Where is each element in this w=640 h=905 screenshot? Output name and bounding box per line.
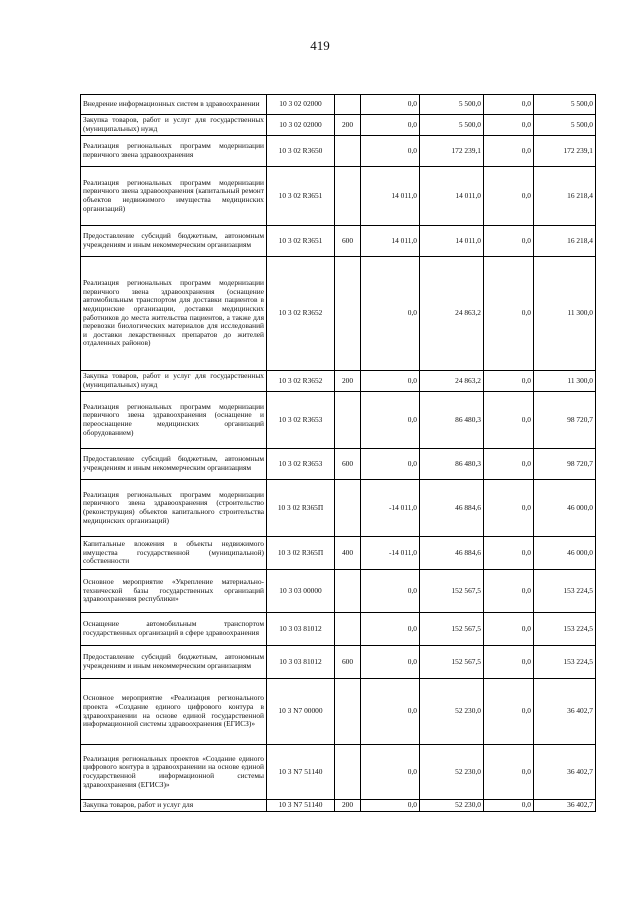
row-name: Реализация региональных программ модернизации первичного звена здравоохранения (оснащение автомобильным транспортом для доставки пациентов в медицинские организации, доставки медицинских работников до места жительства пациентов, а также для перевозки биологических материалов для исследований и доставки лекарственных препаратов до жителей отдаленных районов): [81, 257, 267, 371]
page-number: 419: [310, 38, 330, 53]
row-name: Реализация региональных программ модернизации первичного звена здравоохранения (капитальный ремонт объектов недвижимого имущества медицинских организаций): [81, 167, 267, 226]
row-name: Закупка товаров, работ и услуг для государственных (муниципальных) нужд: [81, 371, 267, 392]
row-expense-type: [335, 745, 361, 800]
row-amount: 172 239,1: [420, 136, 484, 167]
row-change-next: 0,0: [484, 371, 534, 392]
row-code: 10 3 02 R3651: [267, 226, 335, 257]
row-code: 10 3 02 R3651: [267, 167, 335, 226]
row-expense-type: [335, 257, 361, 371]
row-change-next: 0,0: [484, 679, 534, 745]
table-row: [81, 449, 596, 480]
table-row: [81, 371, 596, 392]
row-amount: 14 011,0: [420, 226, 484, 257]
row-change: 14 011,0: [361, 167, 420, 226]
row-amount-next: 11 300,0: [534, 371, 596, 392]
row-amount-next: 153 224,5: [534, 646, 596, 679]
row-amount-next: 16 218,4: [534, 167, 596, 226]
row-expense-type: 600: [335, 449, 361, 480]
row-change: 0,0: [361, 613, 420, 646]
row-change: 0,0: [361, 392, 420, 449]
row-change: 0,0: [361, 449, 420, 480]
row-change: 0,0: [361, 257, 420, 371]
row-code: 10 3 02 02000: [267, 95, 335, 115]
row-amount: 86 480,3: [420, 392, 484, 449]
row-expense-type: [335, 613, 361, 646]
row-amount-next: 98 720,7: [534, 449, 596, 480]
row-amount: 46 884,6: [420, 480, 484, 537]
row-change-next: 0,0: [484, 449, 534, 480]
row-code: 10 3 02 R3653: [267, 392, 335, 449]
row-amount: 152 567,5: [420, 570, 484, 613]
row-name: Предоставление субсидий бюджетным, автономным учреждениям и иным некоммерческим организациям: [81, 449, 267, 480]
row-code: 10 3 03 00000: [267, 570, 335, 613]
row-expense-type: 600: [335, 226, 361, 257]
row-expense-type: [335, 136, 361, 167]
table-row: [81, 136, 596, 167]
row-expense-type: 400: [335, 537, 361, 570]
row-code: 10 3 N7 00000: [267, 679, 335, 745]
row-amount-next: 11 300,0: [534, 257, 596, 371]
row-code: 10 3 02 R3652: [267, 371, 335, 392]
row-amount: 152 567,5: [420, 613, 484, 646]
budget-table: [80, 94, 596, 812]
table-row: [81, 226, 596, 257]
row-amount: 152 567,5: [420, 646, 484, 679]
row-change-next: 0,0: [484, 115, 534, 136]
row-change-next: 0,0: [484, 537, 534, 570]
row-name: Закупка товаров, работ и услуг для: [81, 800, 267, 812]
row-change-next: 0,0: [484, 570, 534, 613]
table-row: [81, 570, 596, 613]
table-row: [81, 257, 596, 371]
row-code: 10 3 02 R3650: [267, 136, 335, 167]
row-amount: 52 230,0: [420, 679, 484, 745]
row-change: 14 011,0: [361, 226, 420, 257]
row-name: Основное мероприятие «Укрепление материально-технической базы государственных организаций здравоохранения республики»: [81, 570, 267, 613]
row-amount-next: 36 402,7: [534, 745, 596, 800]
row-amount-next: 46 000,0: [534, 480, 596, 537]
table-row: [81, 95, 596, 115]
row-change: -14 011,0: [361, 480, 420, 537]
row-code: 10 3 02 R365П: [267, 480, 335, 537]
row-change-next: 0,0: [484, 167, 534, 226]
table-row: [81, 613, 596, 646]
row-name: Основное мероприятие «Реализация регионального проекта «Создание единого цифрового контура в здравоохранении на основе единой государственной информационной системы здравоохранения (ЕГИСЗ)»: [81, 679, 267, 745]
row-name: Реализация региональных программ модернизации первичного звена здравоохранения: [81, 136, 267, 167]
row-name: Реализация региональных проектов «Создание единого цифрового контура в здравоохранении на основе единой государственной информационной системы здравоохранения (ЕГИСЗ)»: [81, 745, 267, 800]
row-amount: 46 884,6: [420, 537, 484, 570]
row-change: 0,0: [361, 136, 420, 167]
table-row: [81, 392, 596, 449]
row-change: 0,0: [361, 570, 420, 613]
row-amount-next: 153 224,5: [534, 570, 596, 613]
row-expense-type: [335, 392, 361, 449]
row-expense-type: [335, 570, 361, 613]
row-amount-next: 153 224,5: [534, 613, 596, 646]
row-expense-type: [335, 480, 361, 537]
row-code: 10 3 02 02000: [267, 115, 335, 136]
table-row: [81, 537, 596, 570]
row-expense-type: [335, 679, 361, 745]
row-amount: 24 863,2: [420, 371, 484, 392]
row-amount-next: 172 239,1: [534, 136, 596, 167]
row-change: 0,0: [361, 371, 420, 392]
row-change: 0,0: [361, 745, 420, 800]
row-code: 10 3 02 R3652: [267, 257, 335, 371]
row-change-next: 0,0: [484, 95, 534, 115]
row-code: 10 3 03 81012: [267, 613, 335, 646]
row-amount-next: 16 218,4: [534, 226, 596, 257]
row-name: Предоставление субсидий бюджетным, автономным учреждениям и иным некоммерческим организациям: [81, 646, 267, 679]
row-amount-next: 98 720,7: [534, 392, 596, 449]
row-expense-type: 600: [335, 646, 361, 679]
row-change-next: 0,0: [484, 613, 534, 646]
row-name: Оснащение автомобильным транспортом государственных организаций в сфере здравоохранения: [81, 613, 267, 646]
table-row: [81, 745, 596, 800]
row-name: Реализация региональных программ модернизации первичного звена здравоохранения (оснащение и переоснащение медицинских организаций оборудованием): [81, 392, 267, 449]
row-amount: 86 480,3: [420, 449, 484, 480]
row-name: Предоставление субсидий бюджетным, автономным учреждениям и иным некоммерческим организациям: [81, 226, 267, 257]
row-code: 10 3 N7 51140: [267, 745, 335, 800]
row-amount: 14 011,0: [420, 167, 484, 226]
row-amount-next: 5 500,0: [534, 95, 596, 115]
row-change-next: 0,0: [484, 226, 534, 257]
row-change: -14 011,0: [361, 537, 420, 570]
row-expense-type: 200: [335, 115, 361, 136]
row-change-next: 0,0: [484, 480, 534, 537]
row-change: 0,0: [361, 115, 420, 136]
table-row: [81, 167, 596, 226]
row-expense-type: [335, 95, 361, 115]
row-amount-next: 36 402,7: [534, 679, 596, 745]
row-expense-type: 200: [335, 800, 361, 812]
row-amount: 52 230,0: [420, 745, 484, 800]
row-code: 10 3 02 R365П: [267, 537, 335, 570]
row-change-next: 0,0: [484, 745, 534, 800]
row-amount: 5 500,0: [420, 95, 484, 115]
row-change-next: 0,0: [484, 800, 534, 812]
row-amount-next: 46 000,0: [534, 537, 596, 570]
row-code: 10 3 02 R3653: [267, 449, 335, 480]
row-amount-next: 36 402,7: [534, 800, 596, 812]
row-change: 0,0: [361, 646, 420, 679]
row-code: 10 3 03 81012: [267, 646, 335, 679]
table-row: [81, 646, 596, 679]
row-name: Внедрение информационных систем в здравоохранении: [81, 95, 267, 115]
row-name: Реализация региональных программ модернизации первичного звена здравоохранения (строительство (реконструкция) объектов капитального строительства медицинских организаций): [81, 480, 267, 537]
table-row: [81, 480, 596, 537]
table-row: [81, 115, 596, 136]
row-amount: 52 230,0: [420, 800, 484, 812]
row-change-next: 0,0: [484, 392, 534, 449]
row-name: Закупка товаров, работ и услуг для государственных (муниципальных) нужд: [81, 115, 267, 136]
table-row: [81, 800, 596, 812]
row-code: 10 3 N7 51140: [267, 800, 335, 812]
row-change: 0,0: [361, 679, 420, 745]
row-expense-type: [335, 167, 361, 226]
row-change-next: 0,0: [484, 257, 534, 371]
row-change-next: 0,0: [484, 136, 534, 167]
row-change: 0,0: [361, 800, 420, 812]
row-amount-next: 5 500,0: [534, 115, 596, 136]
row-name: Капитальные вложения в объекты недвижимого имущества государственной (муниципальной) собственности: [81, 537, 267, 570]
row-change-next: 0,0: [484, 646, 534, 679]
table-row: [81, 679, 596, 745]
row-change: 0,0: [361, 95, 420, 115]
row-expense-type: 200: [335, 371, 361, 392]
row-amount: 24 863,2: [420, 257, 484, 371]
row-amount: 5 500,0: [420, 115, 484, 136]
